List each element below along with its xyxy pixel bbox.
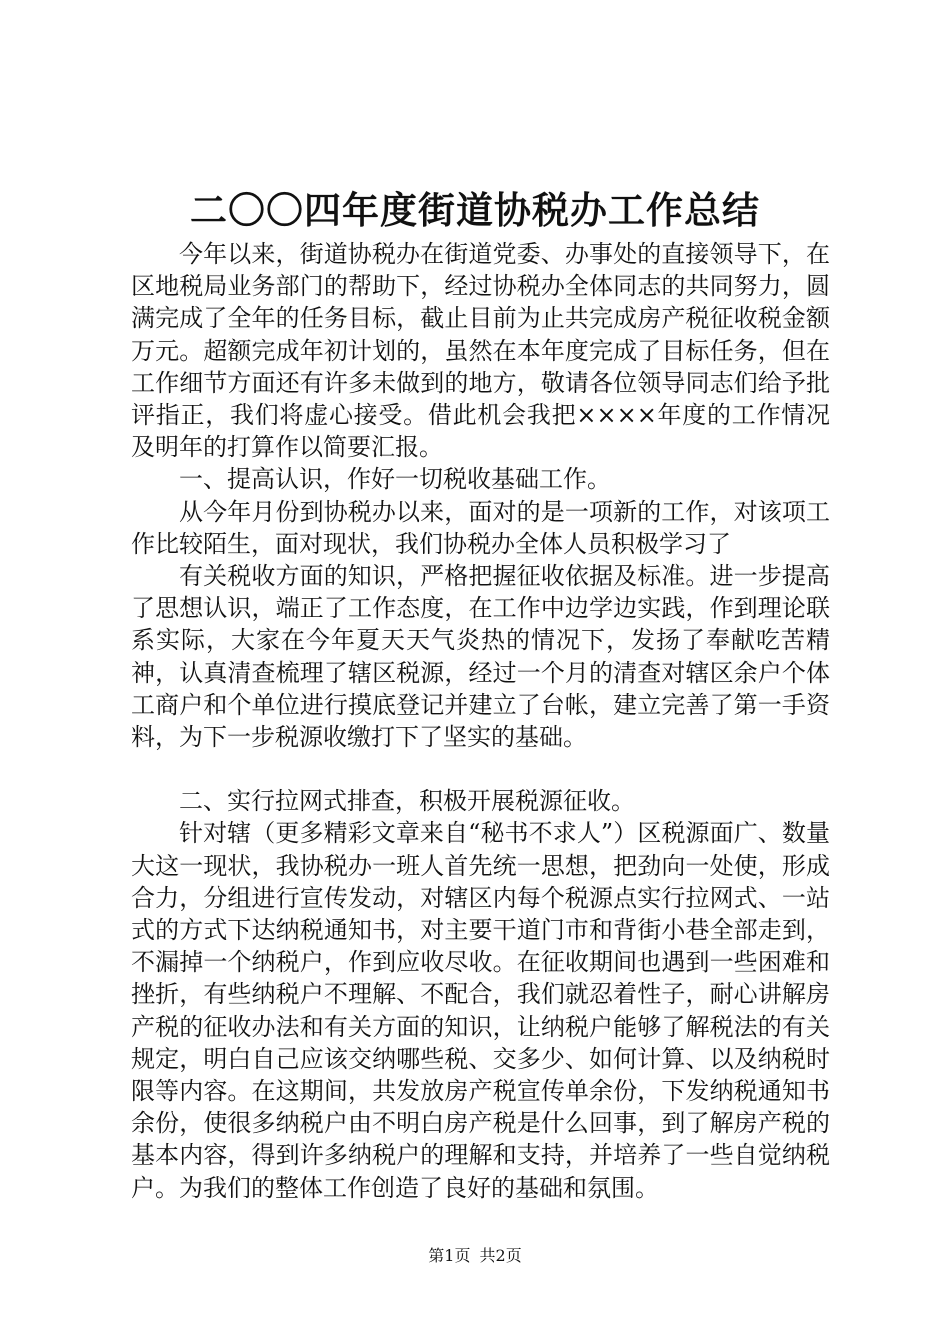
page-total: 共2页: [479, 1246, 522, 1265]
document-body: [131, 238, 830, 1204]
paragraph-section-2: 针对辖（更多精彩文章来自“秘书不求人”）区税源面广、数量大这一现状，我协税办一班人首先统一思想，把劲向一处使，形成合力，分组进行宣传发动，对辖区内每个税源点实行拉网式、一站式的方式下达纳税通知书，对主要干道门市和背街小巷全部走到，不漏掉一个纳税户，作到应收尽收。在征收期间也遇到一些困难和挫折，有些纳税户不理解、不配合，我们就忍着性子，耐心讲解房产税的征收办法和有关方面的知识，让纳税户能够了解税法的有关规定，明白自己应该交纳哪些税、交多少、如何计算、以及纳税时限等内容。在这期间，共发放房产税宣传单余份，下发纳税通知书余份，使很多纳税户由不明白房产税是什么回事，到了解房产税的基本内容，得到许多纳税户的理解和支持，并培养了一些自觉纳税户。为我们的整体工作创造了良好的基础和氛围。: [131, 819, 830, 1202]
page-number: 第1页: [428, 1246, 471, 1265]
paragraph-section-1b: 有关税收方面的知识，严格把握征收依据及标准。进一步提高了思想认识，端正了工作态度，在工作中边学边实践，作到理论联系实际，大家在今年夏天天气炎热的情况下，发扬了奉献吃苦精神，认真清查梳理了辖区税源，经过一个月的清查对辖区余户个体工商户和个单位进行摸底登记并建立了台帐，建立完善了第一手资料，为下一步税源收缴打下了坚实的基础。: [131, 562, 830, 752]
page-footer: [0, 1244, 950, 1268]
document-title: 二〇〇四年度街道协税办工作总结: [190, 188, 760, 232]
paragraph-intro: 今年以来，街道协税办在街道党委、办事处的直接领导下，在区地税局业务部门的帮助下，经过协税办全体同志的共同努力，圆满完成了全年的任务目标，截止目前为止共完成房产税征收税金额万元。超额完成年初计划的，虽然在本年度完成了目标任务，但在工作细节方面还有许多未做到的地方，敬请各位领导同志们给予批评指正，我们将虚心接受。借此机会我把××××年度的工作情况及明年的打算作以简要汇报。: [131, 240, 830, 462]
section-heading-2: 二、实行拉网式排查，积极开展税源征收。: [179, 787, 635, 816]
paragraph-section-1a: 从今年月份到协税办以来，面对的是一项新的工作，对该项工作比较陌生，面对现状，我们协税办全体人员积极学习了: [131, 497, 830, 558]
section-heading-1: 一、提高认识，作好一切税收基础工作。: [179, 465, 611, 494]
